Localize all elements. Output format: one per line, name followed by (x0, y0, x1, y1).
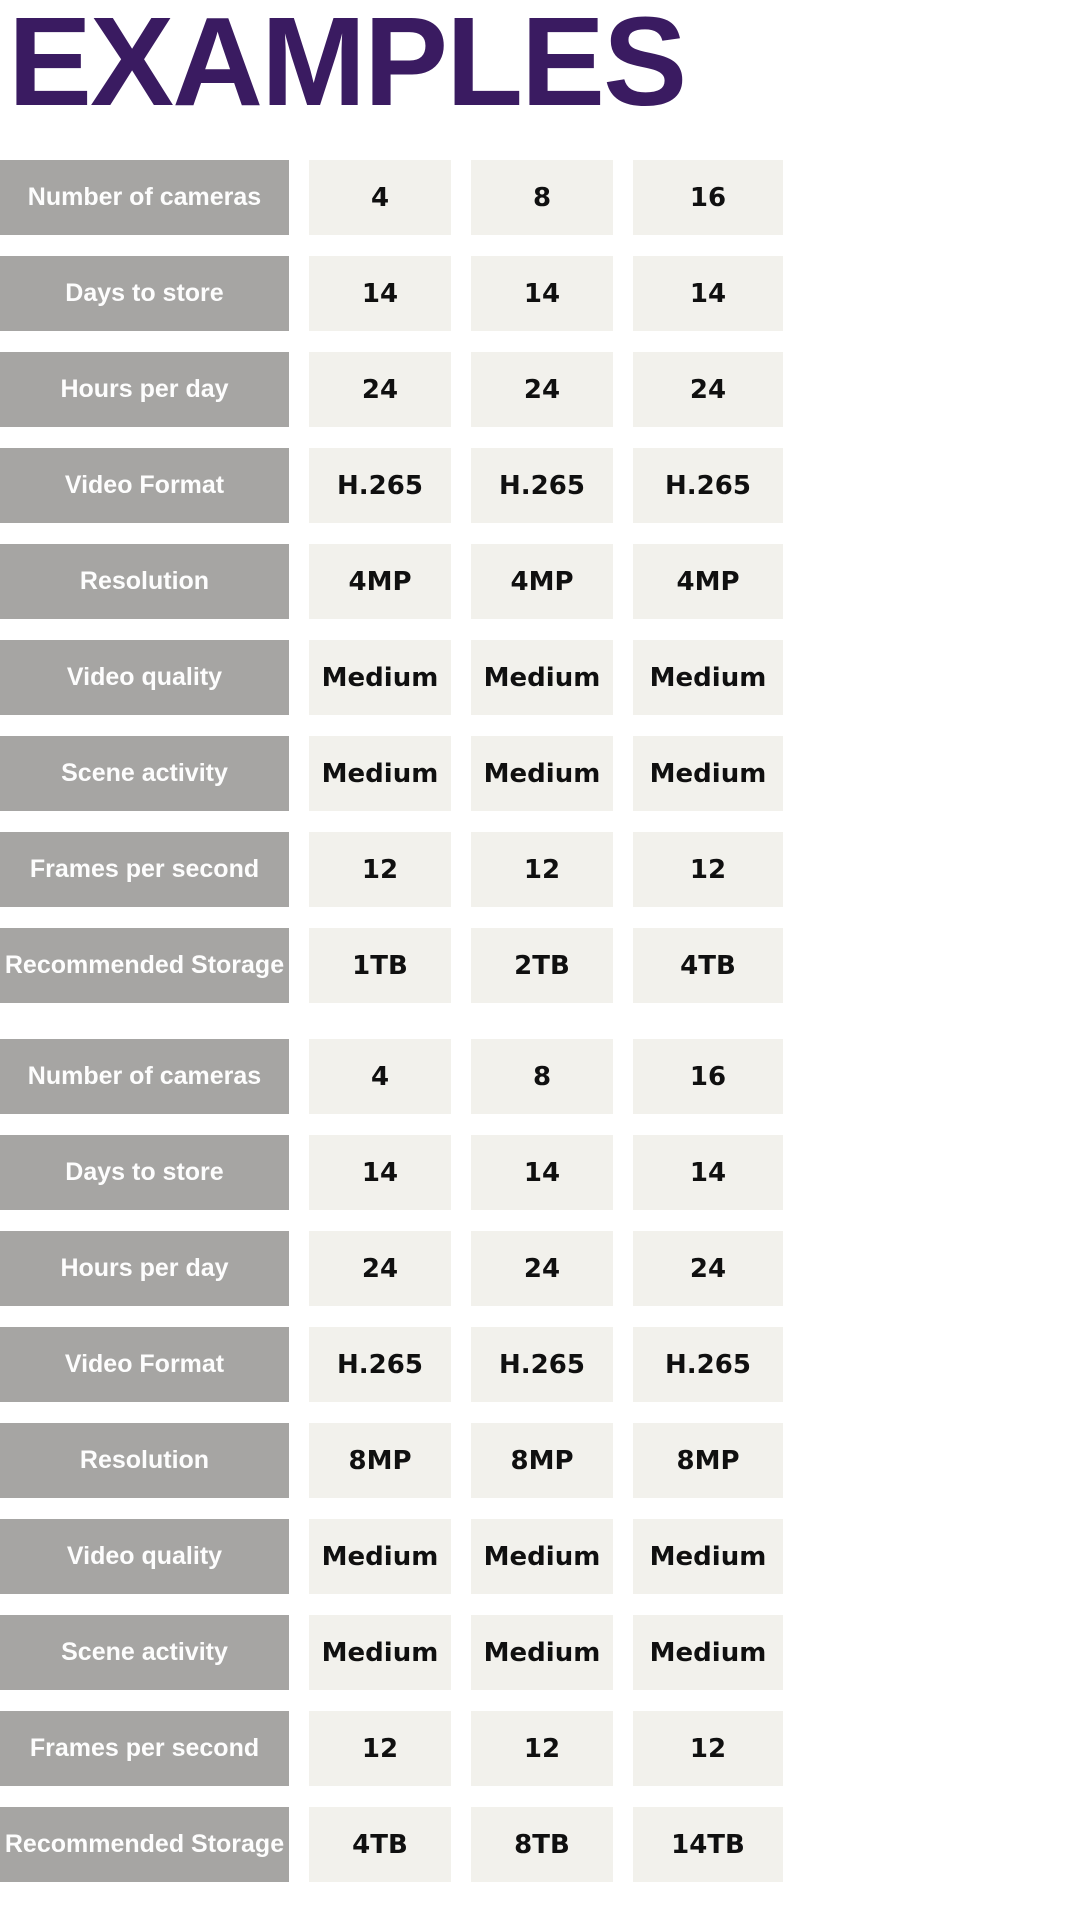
row-label: Recommended Storage (0, 928, 289, 1003)
row-label: Hours per day (0, 352, 289, 427)
value-cell: 8MP (471, 1423, 613, 1498)
value-cell: Medium (633, 1519, 783, 1594)
row-label: Video Format (0, 448, 289, 523)
row-label: Scene activity (0, 1615, 289, 1690)
value-cell: 1TB (309, 928, 451, 1003)
value-cell: 4TB (633, 928, 783, 1003)
value-cell: Medium (633, 640, 783, 715)
value-cell: 14 (471, 256, 613, 331)
value-cell: 16 (633, 160, 783, 235)
row-label: Number of cameras (0, 1039, 289, 1114)
row-label: Hours per day (0, 1231, 289, 1306)
value-cell: 24 (471, 1231, 613, 1306)
value-cell: 12 (633, 832, 783, 907)
value-cell: 12 (471, 832, 613, 907)
value-cell: H.265 (633, 448, 783, 523)
value-cell: Medium (471, 1519, 613, 1594)
value-cell: H.265 (633, 1327, 783, 1402)
value-cell: 4MP (471, 544, 613, 619)
value-cell: 24 (309, 1231, 451, 1306)
value-cell: 14 (309, 256, 451, 331)
value-cell: 24 (471, 352, 613, 427)
value-cell: Medium (633, 1615, 783, 1690)
value-cell: Medium (309, 736, 451, 811)
row-label: Frames per second (0, 832, 289, 907)
value-cell: H.265 (471, 1327, 613, 1402)
value-cell: Medium (471, 640, 613, 715)
value-cell: 8 (471, 160, 613, 235)
row-label: Resolution (0, 1423, 289, 1498)
value-cell: H.265 (309, 448, 451, 523)
row-label: Scene activity (0, 736, 289, 811)
value-cell: 8 (471, 1039, 613, 1114)
row-label: Video quality (0, 1519, 289, 1594)
value-cell: 24 (633, 1231, 783, 1306)
row-label: Resolution (0, 544, 289, 619)
value-cell: 12 (633, 1711, 783, 1786)
value-cell: Medium (471, 1615, 613, 1690)
value-cell: Medium (309, 1519, 451, 1594)
value-cell: 4MP (309, 544, 451, 619)
row-label: Days to store (0, 1135, 289, 1210)
value-cell: 2TB (471, 928, 613, 1003)
value-cell: 24 (309, 352, 451, 427)
value-cell: Medium (309, 640, 451, 715)
page-title: EXAMPLES (8, 0, 686, 132)
value-cell: 8MP (633, 1423, 783, 1498)
value-cell: 14 (633, 1135, 783, 1210)
value-cell: Medium (633, 736, 783, 811)
value-cell: 8MP (309, 1423, 451, 1498)
row-label: Days to store (0, 256, 289, 331)
value-cell: 24 (633, 352, 783, 427)
row-label: Recommended Storage (0, 1807, 289, 1882)
value-cell: 12 (471, 1711, 613, 1786)
value-cell: 14 (309, 1135, 451, 1210)
value-cell: 16 (633, 1039, 783, 1114)
storage-example-table-1 (0, 160, 783, 1003)
value-cell: Medium (471, 736, 613, 811)
value-cell: 12 (309, 832, 451, 907)
value-cell: H.265 (471, 448, 613, 523)
value-cell: 14TB (633, 1807, 783, 1882)
row-label: Frames per second (0, 1711, 289, 1786)
value-cell: 4MP (633, 544, 783, 619)
value-cell: H.265 (309, 1327, 451, 1402)
row-label: Video quality (0, 640, 289, 715)
value-cell: Medium (309, 1615, 451, 1690)
value-cell: 4 (309, 1039, 451, 1114)
row-label: Video Format (0, 1327, 289, 1402)
value-cell: 4TB (309, 1807, 451, 1882)
row-label: Number of cameras (0, 160, 289, 235)
value-cell: 14 (633, 256, 783, 331)
value-cell: 4 (309, 160, 451, 235)
storage-example-table-2 (0, 1039, 783, 1882)
value-cell: 14 (471, 1135, 613, 1210)
value-cell: 8TB (471, 1807, 613, 1882)
value-cell: 12 (309, 1711, 451, 1786)
